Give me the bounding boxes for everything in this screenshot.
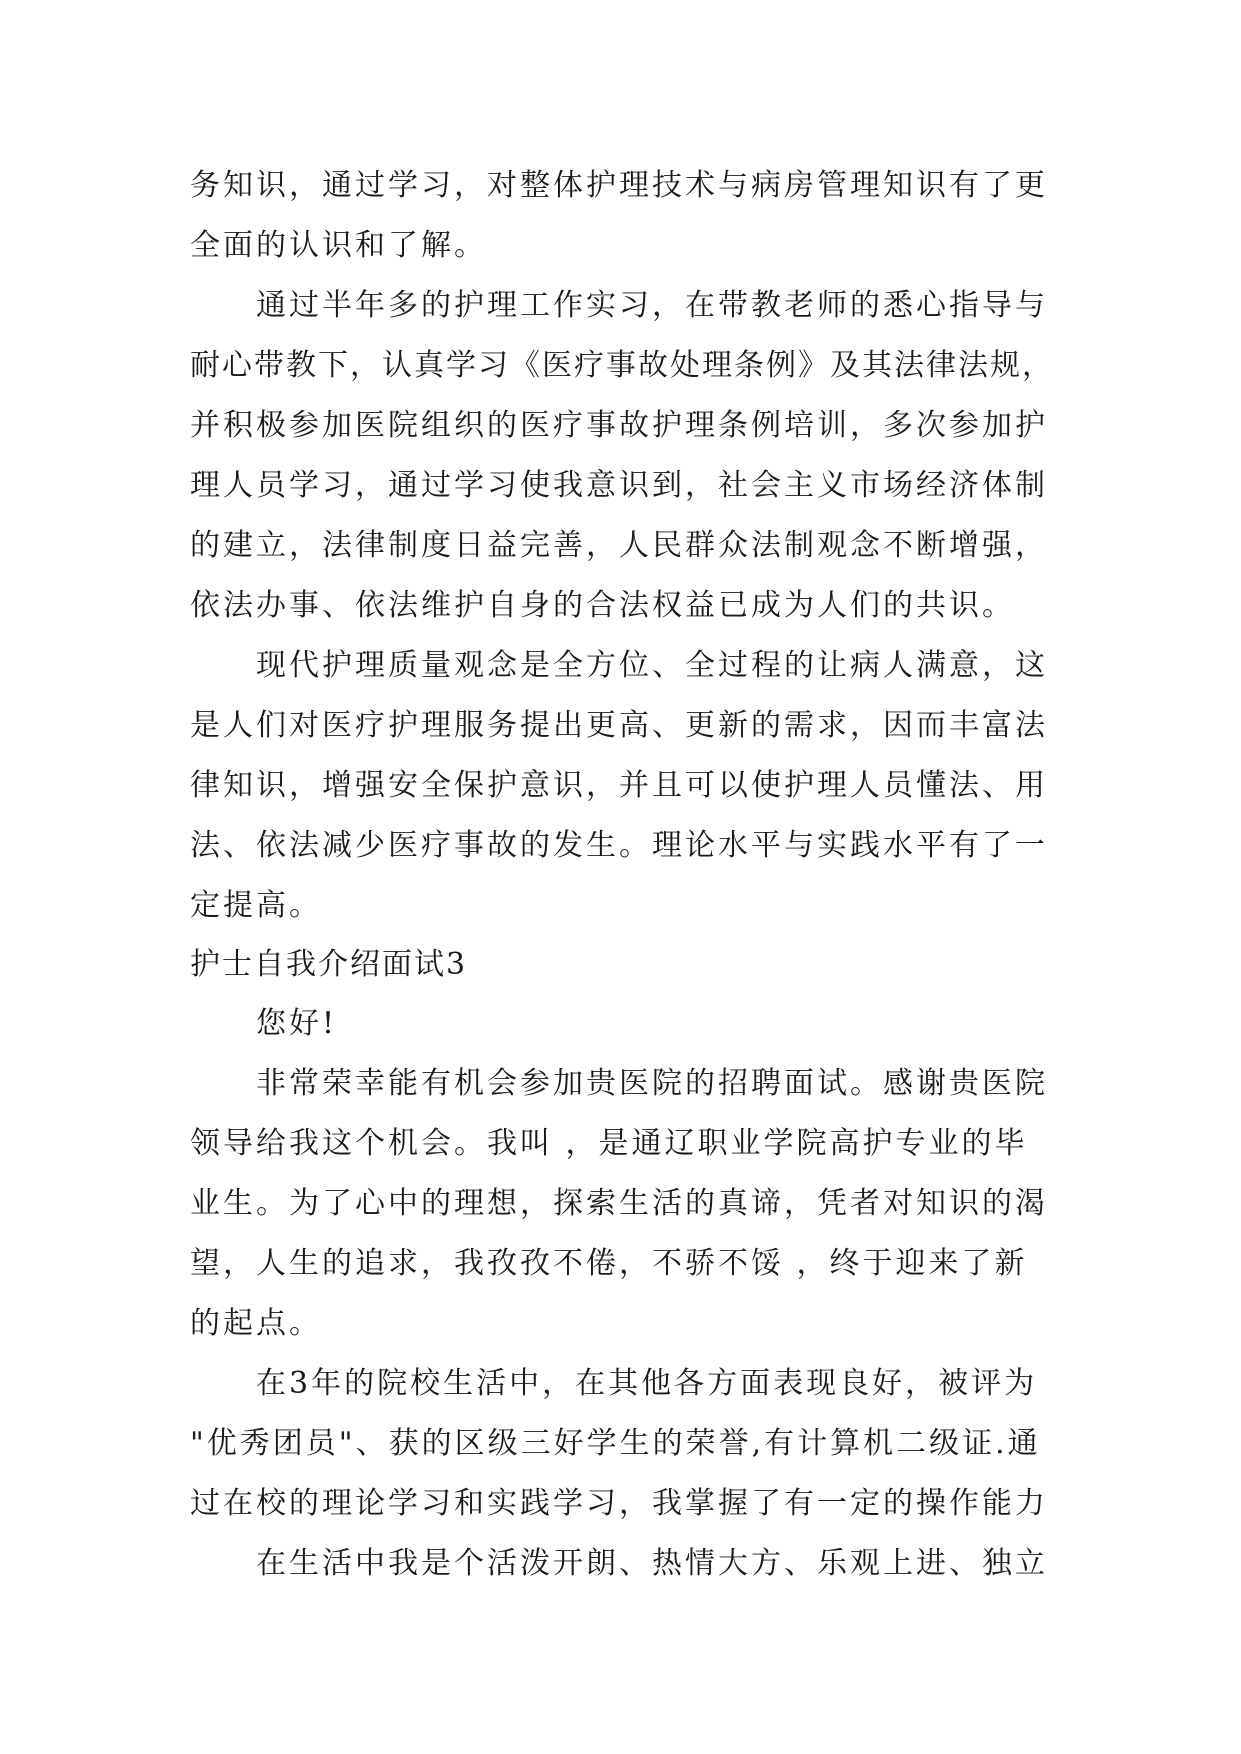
text-line: 务知识，通过学习，对整体护理技术与病房管理知识有了更 (190, 168, 1048, 203)
paragraph-start-line: 通过半年多的护理工作实习，在带教老师的悉心指导与 (256, 288, 1048, 323)
text-line: 全面的认识和了解。 (190, 228, 487, 263)
text-line: 过在校的理论学习和实践学习，我掌握了有一定的操作能力 (190, 1486, 1048, 1521)
text-line: 并积极参加医院组织的医疗事故护理条例培训，多次参加护 (190, 408, 1048, 443)
text-line: 领导给我这个机会。我叫 ，是通辽职业学院高护专业的毕 (190, 1126, 1028, 1161)
text-line: 律知识，增强安全保护意识，并且可以使护理人员懂法、用 (190, 768, 1048, 803)
text-line: 的建立，法律制度日益完善，人民群众法制观念不断增强， (190, 528, 1048, 563)
text-line: 定提高。 (190, 888, 322, 923)
text-line: 业生。为了心中的理想，探索生活的真谛，凭者对知识的渴 (190, 1186, 1048, 1221)
paragraph-start-line: 在3年的院校生活中，在其他各方面表现良好，被评为 (256, 1366, 1038, 1401)
text-line: 耐心带教下，认真学习《医疗事故处理条例》及其法律法规， (190, 348, 1054, 383)
paragraph-start-line: 非常荣幸能有机会参加贵医院的招聘面试。感谢贵医院 (256, 1066, 1048, 1101)
greeting-line: 您好! (256, 1006, 338, 1041)
text-line: 理人员学习，通过学习使我意识到，社会主义市场经济体制 (190, 468, 1048, 503)
text-line: 的起点。 (190, 1306, 322, 1341)
paragraph-start-line: 在生活中我是个活泼开朗、热情大方、乐观上进、独立 (256, 1546, 1048, 1581)
document-body (190, 156, 1060, 1594)
text-line: "优秀团员"、获的区级三好学生的荣誉,有计算机二级证.通 (190, 1426, 1041, 1461)
text-line: 法、依法减少医疗事故的发生。理论水平与实践水平有了一 (190, 828, 1048, 863)
text-line: 是人们对医疗护理服务提出更高、更新的需求，因而丰富法 (190, 708, 1048, 743)
section-heading: 护士自我介绍面试3 (190, 947, 468, 982)
paragraph-start-line: 现代护理质量观念是全方位、全过程的让病人满意，这 (256, 648, 1048, 683)
text-line: 望，人生的追求，我孜孜不倦，不骄不馁 ，终于迎来了新 (190, 1246, 1028, 1281)
text-line: 依法办事、依法维护自身的合法权益已成为人们的共识。 (190, 588, 1015, 623)
